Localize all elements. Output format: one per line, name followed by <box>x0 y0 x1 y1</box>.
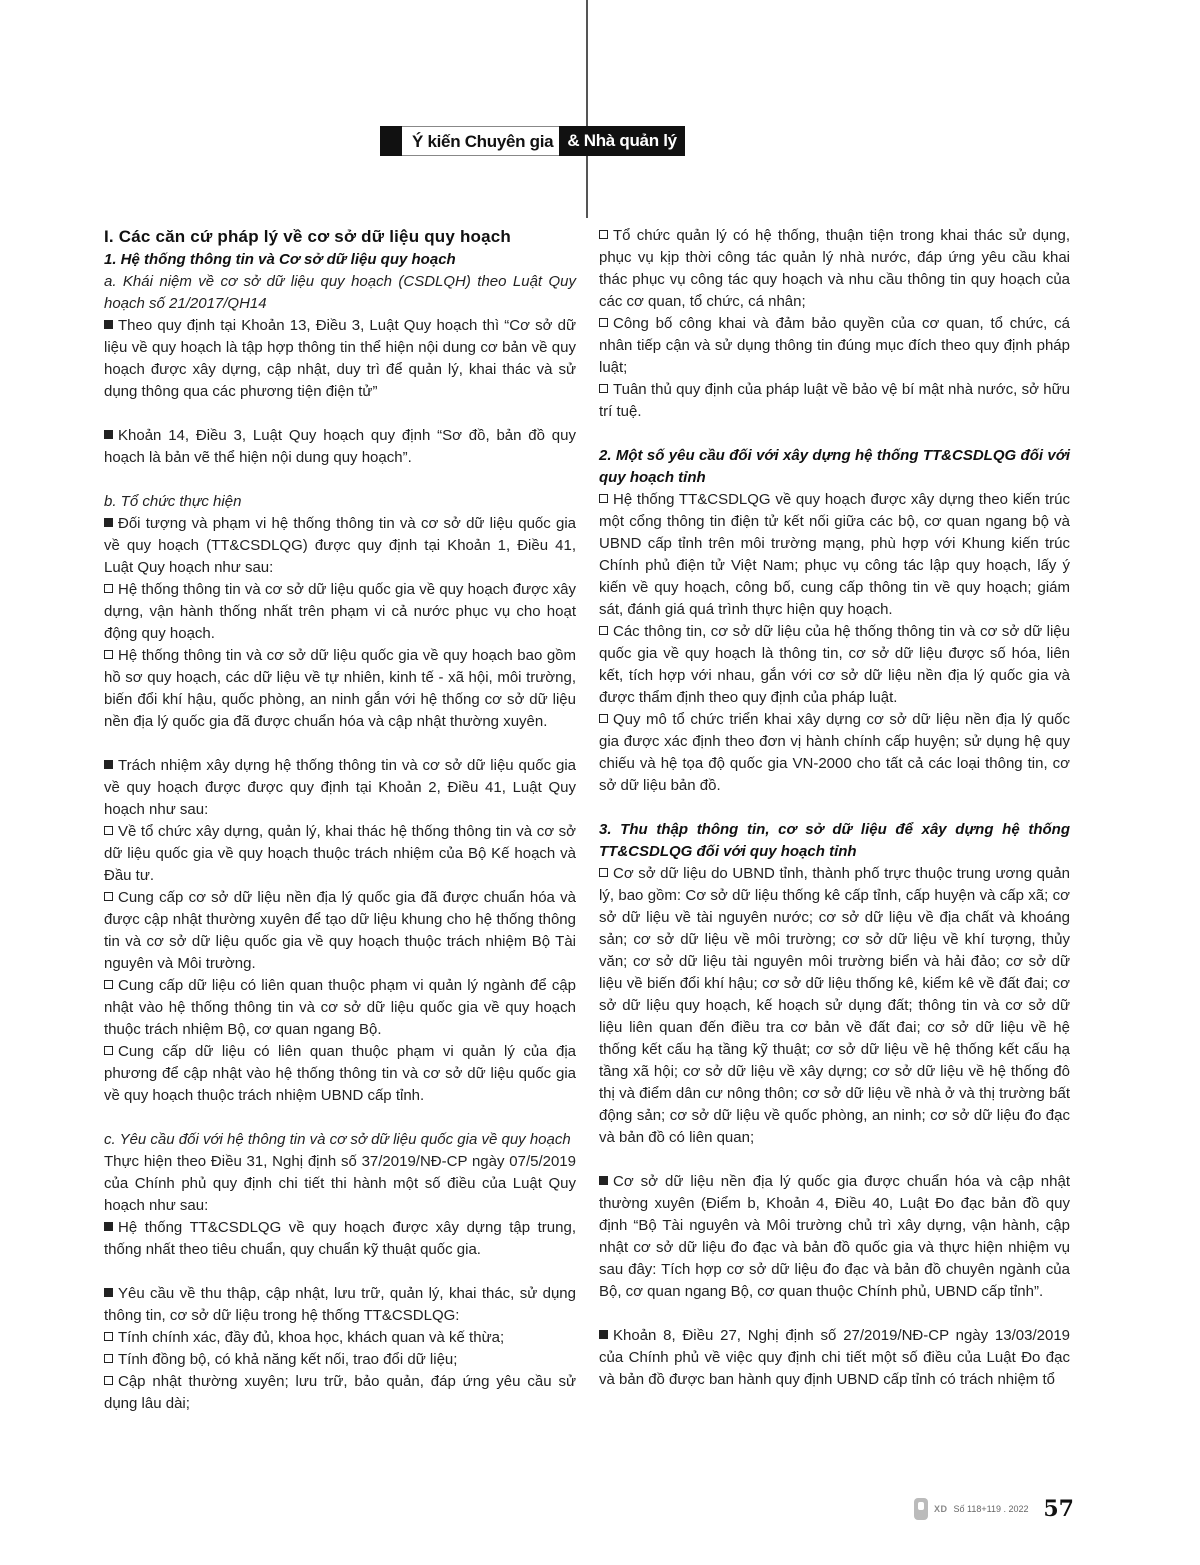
left-column <box>104 225 576 1415</box>
list-item-text: Hệ thống thông tin và cơ sở dữ liệu quốc gia về quy hoạch được xây dựng, vận hành thống nhất trên phạm vi cả nước phục vụ cho hoạt động quy hoạch. <box>104 581 576 642</box>
subheading-a: a. Khái niệm về cơ sở dữ liệu quy hoạch (CSDLQH) theo Luật Quy hoạch số 21/2017/QH14 <box>104 273 576 312</box>
checkbox-bullet-icon <box>599 626 608 635</box>
right-column <box>599 225 1070 1391</box>
checkbox-bullet-icon <box>599 868 608 877</box>
paragraph <box>104 425 576 469</box>
header-title-part1: Ý kiến Chuyên gia <box>402 126 559 156</box>
square-bullet-icon <box>104 1288 113 1297</box>
paragraph-text: Yêu cầu về thu thập, cập nhật, lưu trữ, quản lý, khai thác, sử dụng thông tin, cơ sở dữ liệu trong hệ thống TT&CSDLQG: <box>104 1285 576 1324</box>
checkbox-bullet-icon <box>104 650 113 659</box>
paragraph-text: Cơ sở dữ liệu nền địa lý quốc gia được chuẩn hóa và cập nhật thường xuyên (Điểm b, Khoản 4, Điều 40, Luật Đo đạc bản đồ quy định “Bộ Tài nguyên và Môi trường chủ trì xây dựng, vận hành, cập nhật cơ sở dữ liệu đo đạc và bản đồ quốc gia và thực hiện nhiệm vụ sau đây: Tích hợp cơ sở dữ liệu đo đạc và bản đồ chuyên ngành của Bộ, cơ quan ngang Bộ, cơ quan thuộc Chính phủ, UBND cấp tỉnh”. <box>599 1173 1070 1300</box>
list-item <box>104 975 576 1041</box>
square-bullet-icon <box>104 760 113 769</box>
section-heading-1: I. Các căn cứ pháp lý về cơ sở dữ liệu quy hoạch <box>104 227 512 246</box>
list-item <box>104 821 576 887</box>
list-item-text: Quy mô tổ chức triển khai xây dựng cơ sở dữ liệu nền địa lý quốc gia được xác định theo đơn vị hành chính cấp huyện; sử dụng hệ quy chiếu và hệ tọa độ quốc gia VN-2000 cho tất cả các loại thông tin, cơ sở dữ liệu bản đồ. <box>599 711 1070 794</box>
list-item <box>104 887 576 975</box>
square-bullet-icon <box>104 320 113 329</box>
paragraph <box>104 755 576 821</box>
list-item-text: Cung cấp dữ liệu có liên quan thuộc phạm vi quản lý của địa phương để cập nhật vào hệ thống thông tin và cơ sở dữ liệu quốc gia về quy hoạch thuộc trách nhiệm UBND cấp tỉnh. <box>104 1043 576 1104</box>
list-item <box>599 621 1070 709</box>
paragraph <box>104 513 576 579</box>
list-item-text: Cung cấp cơ sở dữ liệu nền địa lý quốc gia đã được chuẩn hóa và được cập nhật thường xuyên để tạo dữ liệu khung cho hệ thống thông tin và cơ sở dữ liệu quốc gia về quy hoạch thuộc trách nhiệm Bộ Tài nguyên và Môi trường. <box>104 889 576 972</box>
list-item <box>599 709 1070 797</box>
paragraph <box>104 315 576 403</box>
list-item-text: Hệ thống TT&CSDLQG về quy hoạch được xây dựng theo kiến trúc một cổng thông tin điện tử kết nối giữa các bộ, cơ quan ngang bộ và UBND cấp tỉnh trên môi trường mạng, phù hợp với Khung kiến trúc Chính phủ điện tử Việt Nam; phục vụ công tác lập quy hoạch, lấy ý kiến về quy hoạch, công bố, cung cấp thông tin về quy hoạch; giám sát, đánh giá quá trình thực hiện quy hoạch. <box>599 491 1070 618</box>
square-bullet-icon <box>599 1330 608 1339</box>
checkbox-bullet-icon <box>599 714 608 723</box>
checkbox-bullet-icon <box>104 826 113 835</box>
list-item-text: Tổ chức quản lý có hệ thống, thuận tiện trong khai thác sử dụng, phục vụ kịp thời công tác quản lý nhà nước, đáp ứng yêu cầu khai thác phục vụ công tác quy hoạch và nhu cầu thông tin quy hoạch của các cơ quan, tổ chức, cá nhân; <box>599 227 1070 310</box>
paragraph-text: Đối tượng và phạm vi hệ thống thông tin và cơ sở dữ liệu quốc gia về quy hoạch (TT&CSDLQG) được quy định tại Khoản 1, Điều 41, Luật Quy hoạch như sau: <box>104 515 576 576</box>
list-item <box>104 1349 576 1371</box>
section-header <box>380 126 685 156</box>
page-number: 57 <box>1043 1496 1074 1522</box>
paragraph <box>599 1325 1070 1391</box>
subheading-3: 3. Thu thập thông tin, cơ sở dữ liệu để xây dựng hệ thống TT&CSDLQG đối với quy hoạch tỉnh <box>599 821 1070 860</box>
list-item <box>104 579 576 645</box>
issue-number: Số 118+119 . 2022 <box>953 1504 1029 1514</box>
square-bullet-icon <box>599 1176 608 1185</box>
paragraph-text: Trách nhiệm xây dựng hệ thống thông tin và cơ sở dữ liệu quốc gia về quy hoạch được được quy định tại Khoản 2, Điều 41, Luật Quy hoạch như sau: <box>104 757 576 818</box>
paragraph <box>104 1217 576 1261</box>
column-divider-line <box>586 0 588 218</box>
list-item <box>104 1041 576 1107</box>
subheading-2: 2. Một số yêu cầu đối với xây dựng hệ thống TT&CSDLQG đối với quy hoạch tỉnh <box>599 447 1070 486</box>
subheading-c: c. Yêu cầu đối với hệ thông tin và cơ sở dữ liệu quốc gia về quy hoạch <box>104 1131 571 1148</box>
list-item <box>599 225 1070 313</box>
list-item <box>599 379 1070 423</box>
page-footer <box>914 1494 1074 1524</box>
checkbox-bullet-icon <box>104 1376 113 1385</box>
checkbox-bullet-icon <box>599 318 608 327</box>
list-item-text: Tính chính xác, đầy đủ, khoa học, khách quan và kế thừa; <box>118 1329 505 1346</box>
list-item-text: Về tổ chức xây dựng, quản lý, khai thác hệ thống thông tin và cơ sở dữ liệu quốc gia về quy hoạch thuộc trách nhiệm của Bộ Kế hoạch và Đầu tư. <box>104 823 576 884</box>
magazine-logo-icon <box>914 1498 928 1520</box>
subheading-1: 1. Hệ thống thông tin và Cơ sở dữ liệu quy hoạch <box>104 251 456 268</box>
paragraph-text: Theo quy định tại Khoản 13, Điều 3, Luật Quy hoạch thì “Cơ sở dữ liệu về quy hoạch là tập hợp thông tin thể hiện nội dung cơ bản về quy hoạch được xây dựng, cập nhật, duy trì để quản lý, khai thác và sử dụng thông qua các phương tiện điện tử” <box>104 317 576 400</box>
list-item <box>599 863 1070 1149</box>
list-item <box>599 489 1070 621</box>
list-item-text: Các thông tin, cơ sở dữ liệu của hệ thống thông tin và cơ sở dữ liệu quốc gia về quy hoạch là thông tin, cơ sở dữ liệu được số hóa, liên kết, tích hợp với nhau, gắn với cơ sở dữ liệu nền địa lý quốc gia và được thẩm định theo quy định của pháp luật. <box>599 623 1070 706</box>
checkbox-bullet-icon <box>599 494 608 503</box>
magazine-name: XD <box>934 1504 948 1514</box>
checkbox-bullet-icon <box>599 230 608 239</box>
list-item-text: Tính đồng bộ, có khả năng kết nối, trao đổi dữ liệu; <box>118 1351 458 1368</box>
checkbox-bullet-icon <box>599 384 608 393</box>
checkbox-bullet-icon <box>104 892 113 901</box>
header-black-bar <box>380 126 402 156</box>
list-item-text: Công bố công khai và đảm bảo quyền của cơ quan, tổ chức, cá nhân tiếp cận và sử dụng thông tin đúng mục đích theo quy định pháp luật; <box>599 315 1070 376</box>
checkbox-bullet-icon <box>104 1046 113 1055</box>
list-item-text: Tuân thủ quy định của pháp luật về bảo vệ bí mật nhà nước, sở hữu trí tuệ. <box>599 381 1070 420</box>
list-item <box>599 313 1070 379</box>
list-item-text: Cập nhật thường xuyên; lưu trữ, bảo quản, đáp ứng yêu cầu sử dụng lâu dài; <box>104 1373 576 1412</box>
square-bullet-icon <box>104 1222 113 1231</box>
paragraph-text: Khoản 14, Điều 3, Luật Quy hoạch quy định “Sơ đồ, bản đồ quy hoạch là bản vẽ thể hiện nội dung quy hoạch”. <box>104 427 576 466</box>
checkbox-bullet-icon <box>104 1332 113 1341</box>
list-item-text: Cơ sở dữ liệu do UBND tỉnh, thành phố trực thuộc trung ương quản lý, bao gồm: Cơ sở dữ liệu thống kê cấp tỉnh, cấp huyện và cấp xã; cơ sở dữ liệu về tài nguyên nước; cơ sở dữ liệu về địa chất và khoáng sản; cơ sở dữ liệu về môi trường; cơ sở dữ liệu về khí tượng, thủy văn; cơ sở dữ liệu tài nguyên môi trường biển và hải đảo; cơ sở dữ liệu về biến đổi khí hậu; cơ sở dữ liệu thống kê, kiểm kê về đất đai; cơ sở dữ liệu quy hoạch, kế hoạch sử dụng đất; thông tin và cơ sở dữ liệu liên quan đến điều tra cơ bản về đất đai; cơ sở dữ liệu về hệ thống kết cấu hạ tầng kỹ thuật; cơ sở dữ liệu về hệ thống kết cấu hạ tầng xã hội; cơ sở dữ liệu về xây dựng; cơ sở dữ liệu về hệ thống đô thị và điểm dân cư nông thôn; cơ sở dữ liệu về nhà ở và thị trường bất động sản; cơ sở dữ liệu về quốc phòng, an ninh; cơ sở dữ liệu đo đạc và bản đồ có liên quan; <box>599 865 1070 1146</box>
paragraph-text: Khoản 8, Điều 27, Nghị định số 27/2019/NĐ-CP ngày 13/03/2019 của Chính phủ về việc quy định chi tiết một số điều của Luật Đo đạc và bản đồ được ban hành quy định UBND cấp tỉnh có trách nhiệm tổ <box>599 1327 1070 1388</box>
checkbox-bullet-icon <box>104 980 113 989</box>
header-title-part2: & Nhà quản lý <box>559 126 684 156</box>
list-item-text: Hệ thống thông tin và cơ sở dữ liệu quốc gia về quy hoạch bao gồm hồ sơ quy hoạch, các dữ liệu về tự nhiên, kinh tế - xã hội, môi trường, biến đổi khí hậu, quốc phòng, an ninh gắn với hệ thống cơ sở dữ liệu nền địa lý quốc gia đã được chuẩn hóa và cập nhật thường xuyên. <box>104 647 576 730</box>
paragraph <box>599 1171 1070 1303</box>
paragraph-text: Hệ thống TT&CSDLQG về quy hoạch được xây dựng tập trung, thống nhất theo tiêu chuẩn, quy chuẩn kỹ thuật quốc gia. <box>104 1219 576 1258</box>
paragraph: Thực hiện theo Điều 31, Nghị định số 37/2019/NĐ-CP ngày 07/5/2019 của Chính phủ quy định chi tiết thi hành một số điều của Luật Quy hoạch như sau: <box>104 1153 576 1214</box>
list-item <box>104 645 576 733</box>
list-item-text: Cung cấp dữ liệu có liên quan thuộc phạm vi quản lý ngành để cập nhật vào hệ thống thông tin và cơ sở dữ liệu quốc gia về quy hoạch thuộc trách nhiệm Bộ, cơ quan ngang Bộ. <box>104 977 576 1038</box>
paragraph <box>104 1283 576 1327</box>
square-bullet-icon <box>104 518 113 527</box>
list-item <box>104 1327 576 1349</box>
checkbox-bullet-icon <box>104 584 113 593</box>
list-item <box>104 1371 576 1415</box>
subheading-b: b. Tổ chức thực hiện <box>104 493 242 510</box>
checkbox-bullet-icon <box>104 1354 113 1363</box>
square-bullet-icon <box>104 430 113 439</box>
